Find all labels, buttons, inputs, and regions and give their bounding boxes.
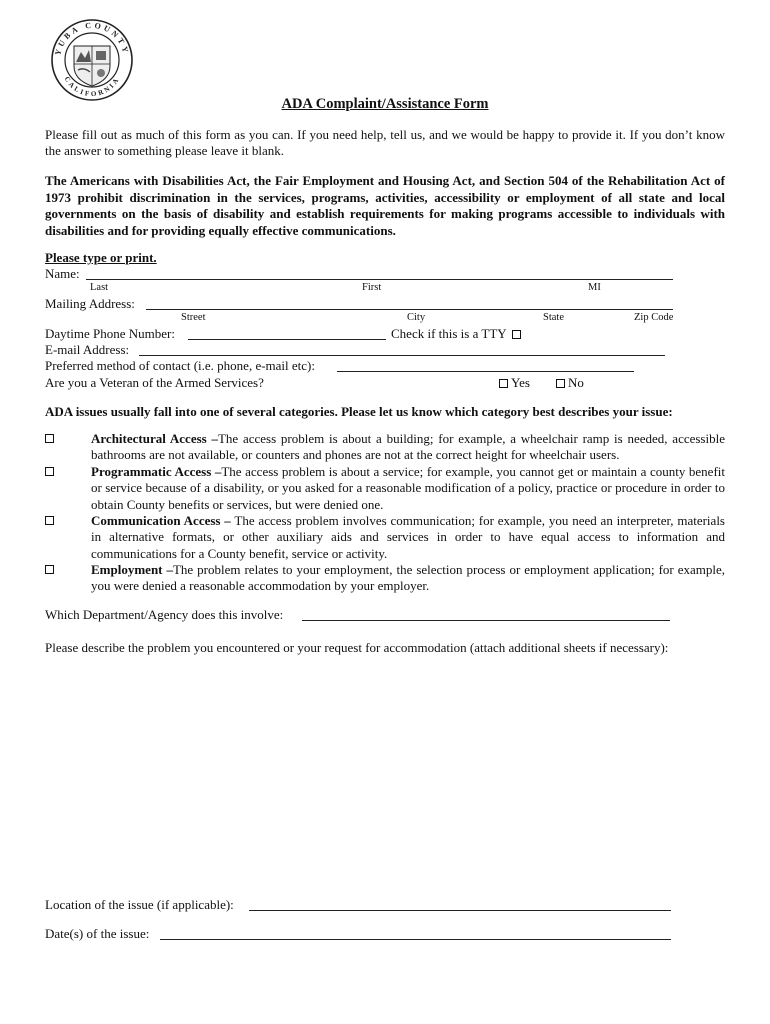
category-employment-checkbox[interactable] [45,565,54,574]
veteran-no-label: No [568,375,584,390]
category-communication [91,513,725,562]
category-programmatic [91,464,725,513]
department-label: Which Department/Agency does this involve: [45,607,284,622]
contact-field[interactable] [337,371,634,372]
name-sub-last: Last [90,282,109,293]
describe-label: Please describe the problem you encountered or your request for accommodation (attach additional sheets if necessary): [45,640,669,655]
address-sub-street: Street [181,312,206,323]
seal-ring-text-bottom: CALIFORNIA [62,75,122,99]
describe-area[interactable] [45,660,725,885]
category-title: Architectural Access – [91,431,218,446]
tty-option[interactable] [391,326,524,342]
name-label: Name: [45,266,80,281]
location-field[interactable] [249,910,671,911]
dates-label: Date(s) of the issue: [45,926,150,941]
category-communication-checkbox[interactable] [45,516,54,525]
address-sub-state: State [543,312,564,323]
name-field[interactable] [86,279,673,280]
category-architectural-checkbox[interactable] [45,434,54,443]
category-text: The access problem involves communication; for example, you need an interpreter, materials in alternative formats, or other auxiliary aids and services in order to have equal access to information and communications for a County benefit, service or activity. [91,513,725,561]
category-title: Communication Access – [91,513,231,528]
veteran-no-option[interactable] [556,375,584,391]
contact-label: Preferred method of contact (i.e. phone, e-mail etc): [45,358,315,373]
veteran-no-checkbox[interactable] [556,379,565,388]
veteran-yes-checkbox[interactable] [499,379,508,388]
category-text: The problem relates to your employment, the selection process or employment application; for example, you were denied a reasonable accommodation by your employer. [91,562,726,594]
category-employment [91,562,725,595]
name-sub-mi: MI [588,282,601,293]
intro-paragraph: Please fill out as much of this form as you can. If you need help, tell us, and we would be happy to provide it. If you don’t know the answer to something please leave it blank. [45,127,725,158]
category-programmatic-checkbox[interactable] [45,467,54,476]
form-title: ADA Complaint/Assistance Form [281,96,489,112]
address-field[interactable] [146,309,673,310]
county-seal-logo [50,18,134,102]
address-sub-zip: Zip Code [634,312,674,323]
category-architectural [91,431,725,464]
phone-label: Daytime Phone Number: [45,326,175,341]
veteran-label: Are you a Veteran of the Armed Services? [45,375,264,390]
veteran-yes-option[interactable] [499,375,530,391]
seal-ring-text-top: YUBA COUNTY [53,20,131,57]
location-label: Location of the issue (if applicable): [45,897,234,912]
veteran-yes-label: Yes [511,375,530,390]
category-title: Employment – [91,562,173,577]
phone-field[interactable] [188,339,386,340]
category-title: Programmatic Access – [91,464,222,479]
category-text: The access problem is about a service; for example, you cannot get or maintain a county benefit or service because of a disability, or you asked for a reasonable modification of a policy, practice or procedure in order to obtain County benefits or services, but were denied one. [91,464,725,512]
address-label: Mailing Address: [45,296,135,311]
email-field[interactable] [139,355,665,356]
legal-paragraph: The Americans with Disabilities Act, the Fair Employment and Housing Act, and Section 504 of the Rehabilitation Act of 1973 prohibit discrimination in the services, programs, activities, accessibility or employment of all state and local governments on the basis of disability and establish requirements for making programs accessible to individuals with disabilities and for providing equally effective communications. [45,173,725,238]
category-text: The access problem is about a building; for example, a wheelchair ramp is needed, accessible bathrooms are not available, or counters and phones are not at the correct height for wheelchair users. [91,431,725,463]
name-sub-first: First [362,282,382,293]
dates-field[interactable] [160,939,671,940]
tty-label: Check if this is a TTY [391,326,507,341]
instruction-heading: Please type or print. [45,250,157,265]
address-sub-city: City [407,312,426,323]
categories-heading: ADA issues usually fall into one of several categories. Please let us know which category best describes your issue: [45,404,673,419]
email-label: E-mail Address: [45,342,130,357]
department-field[interactable] [302,620,670,621]
tty-checkbox[interactable] [512,330,521,339]
